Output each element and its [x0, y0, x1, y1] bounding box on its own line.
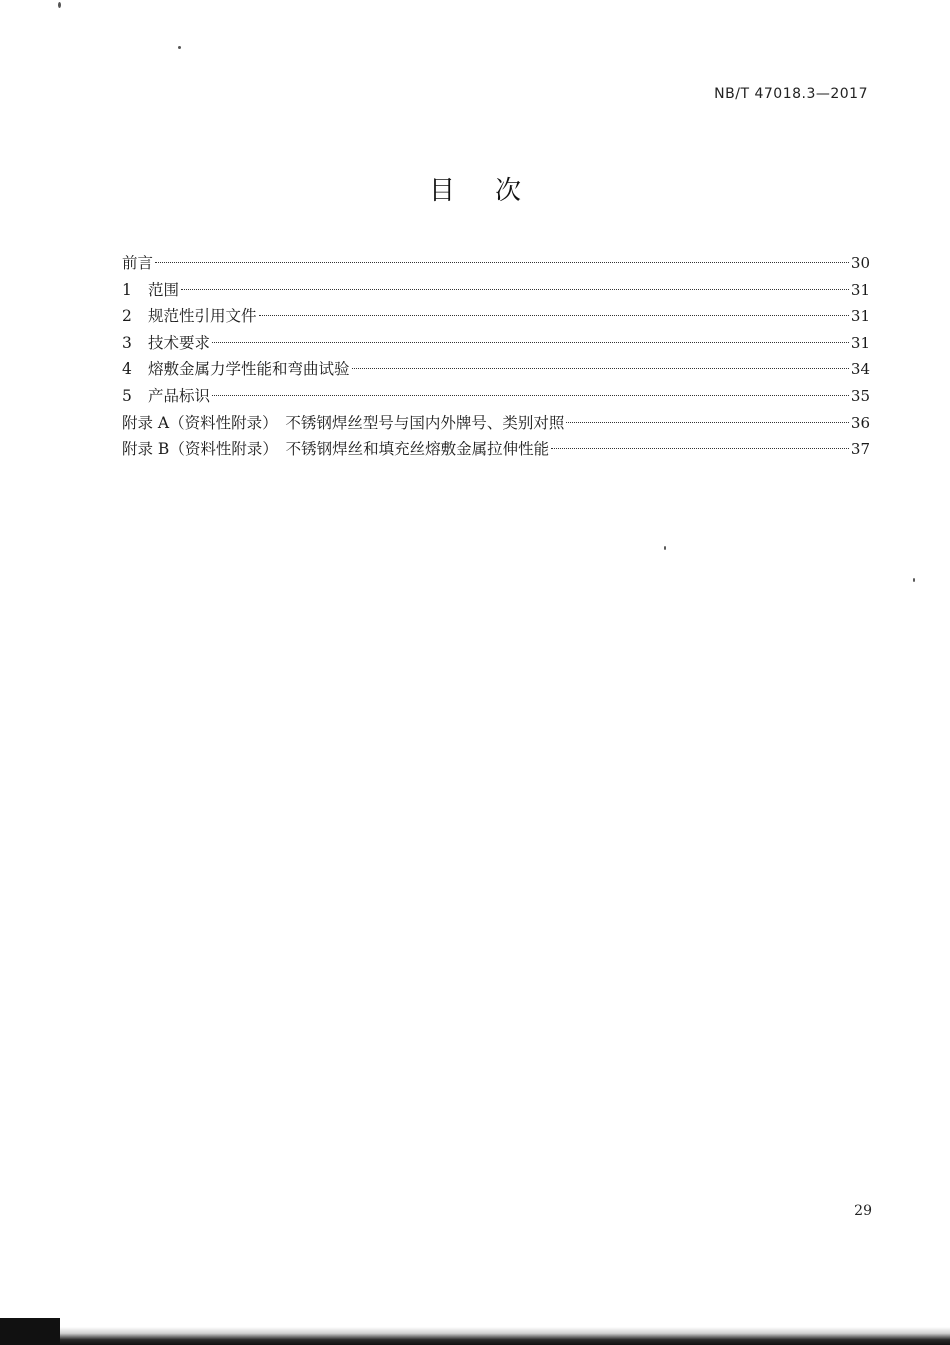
toc-entry-page: 36	[850, 413, 870, 432]
scan-shadow-edge	[0, 1327, 950, 1345]
toc-entry[interactable]	[122, 356, 870, 383]
scan-shadow-corner	[0, 1318, 60, 1345]
toc-entry-page: 31	[850, 333, 870, 352]
page-title: 目次	[428, 176, 561, 206]
toc-entry[interactable]	[122, 410, 870, 437]
toc-entry[interactable]	[122, 436, 870, 463]
scan-speck	[58, 2, 61, 8]
toc-entry-number: 2	[122, 307, 132, 326]
toc-entry-label: 范围	[148, 280, 180, 299]
toc-dot-leader	[212, 395, 849, 396]
page-number: 29	[854, 1203, 872, 1219]
table-of-contents	[122, 250, 870, 463]
toc-entry[interactable]	[122, 330, 870, 357]
toc-entry[interactable]	[122, 383, 870, 410]
toc-entry-page: 37	[850, 440, 870, 459]
toc-entry[interactable]	[122, 303, 870, 330]
toc-dot-leader	[181, 289, 849, 290]
toc-entry-label: 熔敷金属力学性能和弯曲试验	[148, 360, 350, 379]
toc-entry-label: 附录 B（资料性附录） 不锈钢焊丝和填充丝熔敷金属拉伸性能	[122, 440, 550, 459]
toc-dot-leader	[155, 262, 849, 263]
toc-entry-label: 前言	[122, 254, 154, 272]
toc-entry-number: 3	[122, 333, 132, 352]
toc-dot-leader	[566, 422, 849, 423]
toc-entry-page: 31	[850, 307, 870, 326]
toc-entry-label: 规范性引用文件	[148, 307, 257, 326]
scan-speck	[913, 578, 915, 582]
toc-entry-label: 产品标识	[148, 386, 211, 405]
toc-entry-label: 技术要求	[148, 333, 211, 352]
toc-dot-leader	[352, 368, 849, 369]
toc-entry[interactable]	[122, 277, 870, 304]
toc-entry-label: 附录 A（资料性附录） 不锈钢焊丝型号与国内外牌号、类别对照	[122, 413, 565, 432]
toc-entry-number: 1	[122, 280, 132, 299]
toc-entry-number: 5	[122, 386, 132, 405]
scan-speck	[664, 546, 666, 550]
scan-speck	[178, 46, 181, 49]
toc-entry-page: 35	[850, 386, 870, 405]
toc-dot-leader	[259, 315, 849, 316]
toc-entry-page: 34	[850, 360, 870, 379]
toc-entry-page: 30	[850, 254, 870, 272]
toc-entry-page: 31	[850, 280, 870, 299]
toc-entry[interactable]	[122, 250, 870, 277]
toc-entry-number: 4	[122, 360, 132, 379]
toc-dot-leader	[551, 448, 849, 449]
toc-dot-leader	[212, 342, 849, 343]
standard-code: NB/T 47018.3—2017	[714, 86, 868, 102]
